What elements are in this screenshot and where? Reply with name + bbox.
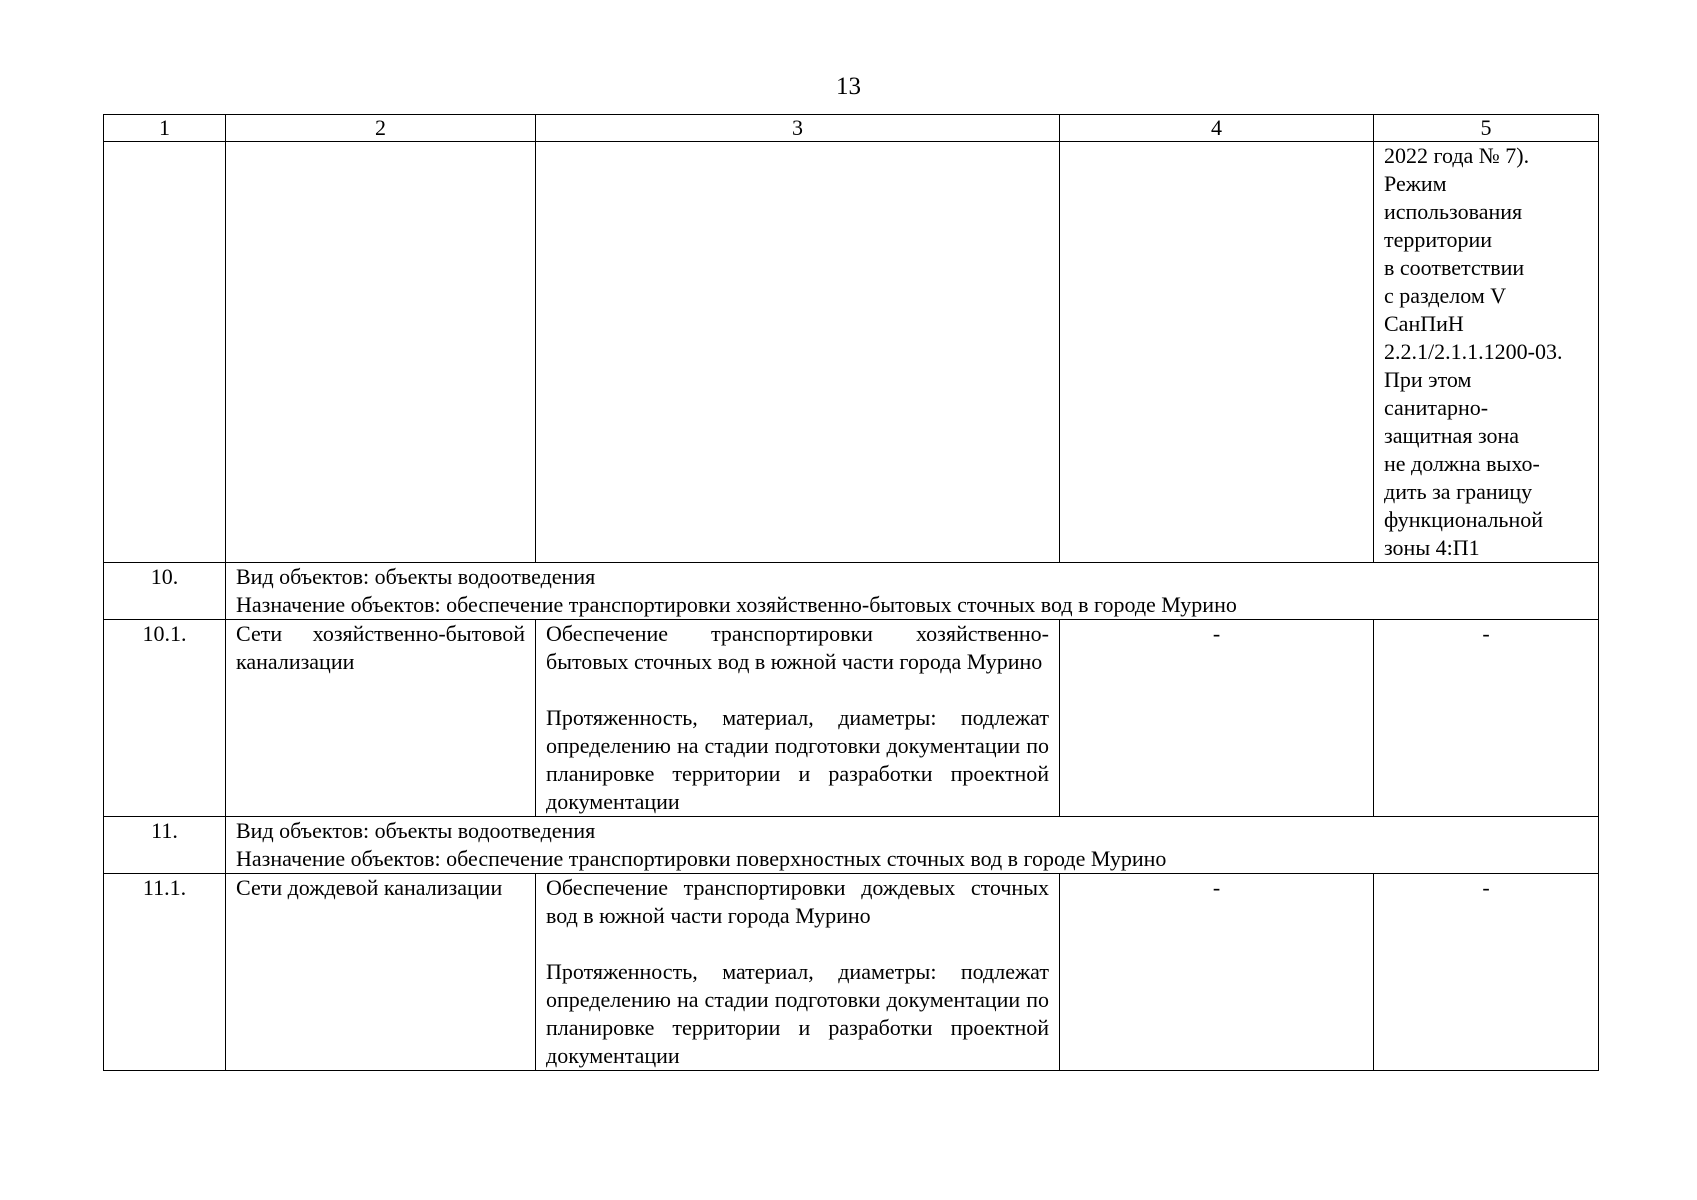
column-header-5: 5 [1374,115,1599,142]
section-description [226,563,1599,620]
section-number: 11. [104,817,226,874]
object-col5-value: - [1374,620,1599,817]
col5-text-line: 2.2.1/2.1.1.1200-03. [1384,339,1563,364]
table-row-11-1 [104,874,1599,1071]
section-purpose-line: Назначение объектов: обеспечение транспортировки хозяйственно-бытовых сточных вод в городе Мурино [236,592,1237,617]
continuation-cell-1 [104,142,226,563]
object-name: Сети хозяйственно-бытовой канализации [226,620,536,817]
description-parameters: Протяженность, материал, диаметры: подлежат определению на стадии подготовки документации по планировке территории и разработки проектной документации [546,959,1049,1068]
col5-text-line: Режим [1384,171,1447,196]
continuation-cell-3 [536,142,1060,563]
col5-text-line: с разделом V [1384,283,1507,308]
table-header-row [104,115,1599,142]
col5-text-line: в соответствии [1384,255,1525,280]
col5-text-line: защитная зона [1384,423,1520,448]
col5-text-line: функциональной [1384,507,1544,532]
column-header-3: 3 [536,115,1060,142]
row-number: 11.1. [104,874,226,1071]
column-header-1: 1 [104,115,226,142]
continuation-cell-2 [226,142,536,563]
section-type-line: Вид объектов: объекты водоотведения [236,818,596,843]
object-description [536,874,1060,1071]
object-col4-value: - [1060,874,1374,1071]
column-header-2: 2 [226,115,536,142]
continuation-row [104,142,1599,563]
paragraph-gap [546,930,1049,958]
table-row-10-1 [104,620,1599,817]
col5-text-line: территории [1384,227,1493,252]
object-description [536,620,1060,817]
section-type-line: Вид объектов: объекты водоотведения [236,564,596,589]
col5-text-line: 2022 года № 7). [1384,143,1530,168]
col5-text-line: дить за границу [1384,479,1533,504]
continuation-cell-5 [1374,142,1599,563]
object-col4-value: - [1060,620,1374,817]
object-col5-value: - [1374,874,1599,1071]
object-name: Сети дождевой канализации [226,874,536,1071]
continuation-cell-4 [1060,142,1374,563]
column-header-4: 4 [1060,115,1374,142]
description-purpose: Обеспечение транспортировки дождевых сточных вод в южной части города Мурино [546,875,1049,928]
section-row-10 [104,563,1599,620]
section-row-11 [104,817,1599,874]
paragraph-gap [546,676,1049,704]
col5-text-line: использования [1384,199,1523,224]
col5-text-line: не должна выхо- [1384,451,1540,476]
objects-table [103,114,1599,1071]
section-description [226,817,1599,874]
col5-text-line: санитарно- [1384,395,1489,420]
section-number: 10. [104,563,226,620]
description-parameters: Протяженность, материал, диаметры: подлежат определению на стадии подготовки документации по планировке территории и разработки проектной документации [546,705,1049,814]
col5-text-line: зоны 4:П1 [1384,535,1480,560]
col5-text-line: СанПиН [1384,311,1464,336]
description-purpose: Обеспечение транспортировки хозяйственно-бытовых сточных вод в южной части города Мурино [546,621,1049,674]
col5-text-line: При этом [1384,367,1472,392]
page-number: 13 [836,73,861,100]
row-number: 10.1. [104,620,226,817]
section-purpose-line: Назначение объектов: обеспечение транспортировки поверхностных сточных вод в городе Мурино [236,846,1167,871]
